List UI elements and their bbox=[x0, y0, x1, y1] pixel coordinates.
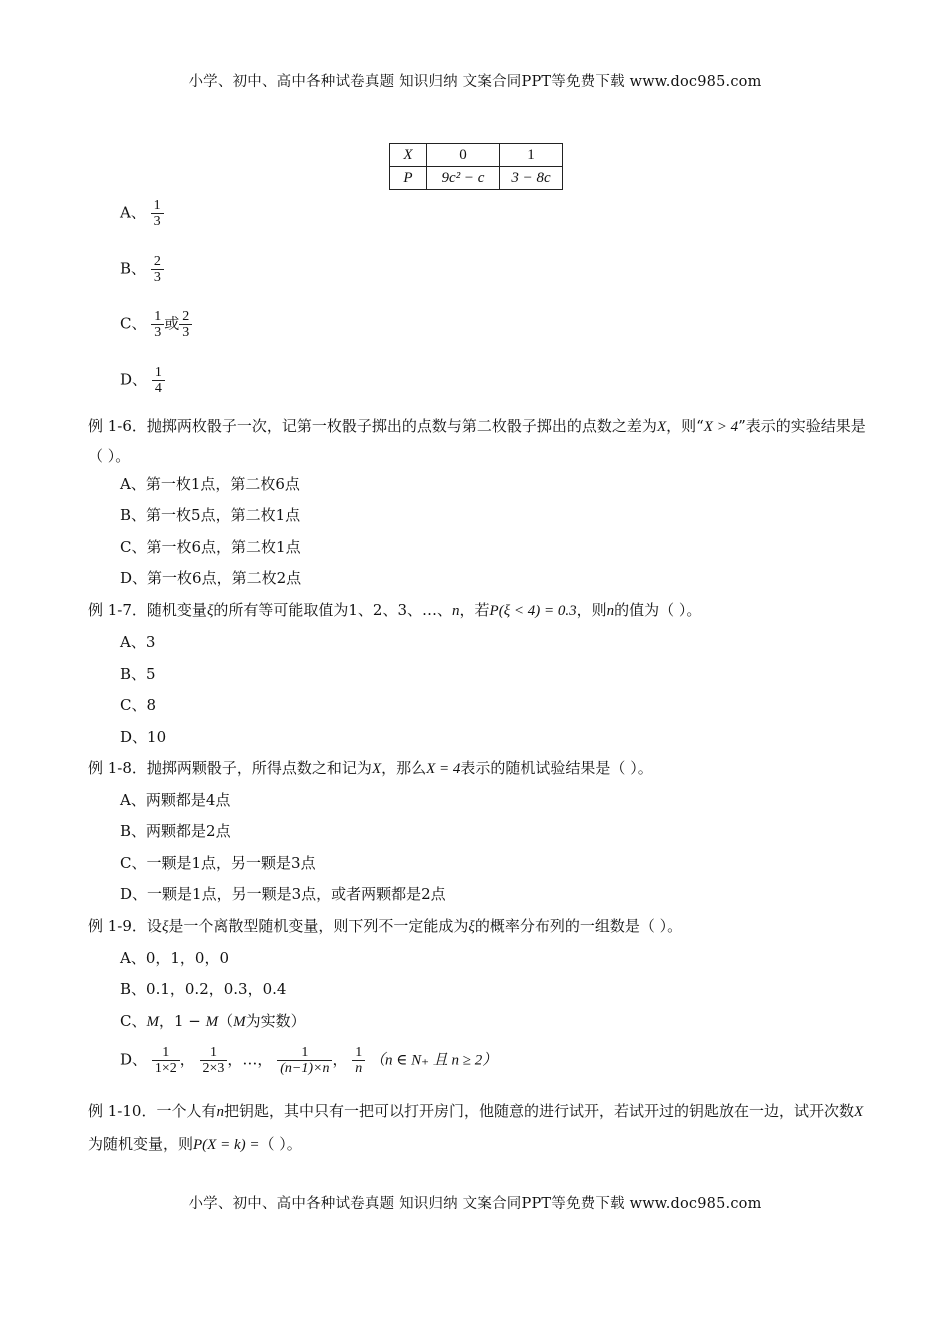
option-text: ，1 − bbox=[158, 1012, 206, 1030]
option-text: 为实数） bbox=[245, 1012, 306, 1030]
variable-xi: ξ bbox=[161, 919, 169, 935]
question-stem: 的值为（ ）。 bbox=[614, 601, 702, 619]
question-stem: 例 1-8．抛掷两颗骰子，所得点数之和记为 bbox=[88, 759, 372, 777]
variable-x: X bbox=[656, 419, 667, 435]
option-text: （ bbox=[218, 1012, 234, 1030]
separator: ， bbox=[179, 1050, 195, 1069]
option-d: D、10 bbox=[120, 728, 167, 746]
variable-n: n bbox=[452, 603, 460, 619]
option-d bbox=[120, 365, 165, 396]
separator: ， bbox=[332, 1050, 348, 1069]
question-stem: 表示的随机试验结果是（ ）。 bbox=[460, 759, 653, 777]
option-b: B、5 bbox=[120, 665, 156, 683]
numerator: 1 bbox=[154, 309, 162, 324]
variable-xi: ξ bbox=[206, 603, 214, 619]
table-cell: 9c² − c bbox=[427, 167, 500, 190]
question-stem: 例 1-7．随机变量 bbox=[88, 601, 207, 619]
question-stem: ”表示的实验结果是（ ）。 bbox=[88, 417, 866, 465]
variable-xi: ξ bbox=[468, 919, 475, 935]
option-d: D、第一枚6点，第二枚2点 bbox=[120, 569, 302, 587]
condition: P(ξ < 4) = 0.3 bbox=[489, 603, 577, 619]
fraction bbox=[352, 1045, 365, 1076]
question-1-10 bbox=[88, 1095, 878, 1161]
variable-x: X bbox=[853, 1104, 864, 1120]
option-b bbox=[120, 254, 164, 285]
numerator: 2 bbox=[182, 309, 190, 324]
table-cell: 3 − 8c bbox=[500, 167, 563, 190]
fraction bbox=[151, 198, 164, 229]
option-d: D、一颗是1点，另一颗是3点，或者两颗都是2点 bbox=[120, 885, 446, 903]
table-cell: 0 bbox=[427, 144, 500, 167]
numerator: 2 bbox=[153, 254, 161, 269]
numerator: 1 bbox=[153, 198, 161, 213]
question-stem: ，则“ bbox=[666, 417, 704, 435]
option-c: C、8 bbox=[120, 696, 157, 714]
option-c: C、一颗是1点，另一颗是3点 bbox=[120, 854, 316, 872]
question-1-8 bbox=[88, 757, 878, 780]
page-header: 小学、初中、高中各种试卷真题 知识归纳 文案合同PPT等免费下载 www.doc985.com bbox=[188, 74, 762, 90]
denominator: 3 bbox=[151, 213, 164, 229]
condition: （n ∈ N₊ 且 n ≥ 2） bbox=[370, 1052, 498, 1069]
question-stem: 例 1-9．设 bbox=[88, 917, 162, 935]
fraction bbox=[179, 309, 192, 340]
option-label: D、 bbox=[120, 1050, 148, 1069]
question-stem: （ ）。 bbox=[259, 1135, 302, 1153]
numerator: 1 bbox=[154, 365, 162, 380]
fraction bbox=[151, 254, 164, 285]
option-c bbox=[120, 1010, 306, 1033]
variable-m: M bbox=[205, 1014, 219, 1030]
option-a: A、两颗都是4点 bbox=[120, 791, 231, 809]
question-stem: 把钥匙，其中只有一把可以打开房门，他随意的进行试开，若试开过的钥匙放在一边，试开次数 bbox=[223, 1102, 854, 1120]
option-c bbox=[120, 309, 192, 340]
variable-n: n bbox=[606, 603, 615, 619]
option-a bbox=[120, 198, 164, 229]
numerator: 1 bbox=[355, 1045, 363, 1060]
option-d bbox=[120, 1045, 497, 1076]
table-row bbox=[390, 144, 563, 167]
variable-x: X bbox=[371, 761, 382, 777]
option-a: A、第一枚1点，第二枚6点 bbox=[120, 475, 300, 493]
denominator: 2×3 bbox=[200, 1060, 228, 1076]
denominator: 1×2 bbox=[152, 1060, 180, 1076]
fraction bbox=[152, 365, 165, 396]
or-text: 或 bbox=[164, 314, 180, 333]
question-stem: 是一个离散型随机变量，则下列不一定能成为 bbox=[168, 917, 469, 935]
denominator: 3 bbox=[151, 324, 164, 340]
denominator: 3 bbox=[179, 324, 192, 340]
table-cell: P bbox=[390, 167, 427, 190]
condition: P(X = k) = bbox=[193, 1137, 260, 1153]
ellipsis: ，…， bbox=[227, 1050, 273, 1069]
table-row bbox=[390, 167, 563, 190]
question-stem: ，若 bbox=[459, 601, 490, 619]
question-stem: 的概率分布列的一组数是（ ）。 bbox=[474, 917, 683, 935]
option-c: C、第一枚6点，第二枚1点 bbox=[120, 538, 301, 556]
distribution-table bbox=[389, 143, 563, 190]
denominator: 3 bbox=[151, 269, 164, 285]
denominator: n bbox=[352, 1060, 365, 1076]
denominator: (n−1)×n bbox=[277, 1060, 332, 1076]
option-label: D、 bbox=[120, 370, 148, 389]
page-footer: 小学、初中、高中各种试卷真题 知识归纳 文案合同PPT等免费下载 www.doc985.com bbox=[188, 1196, 762, 1212]
numerator: 1 bbox=[301, 1045, 309, 1060]
fraction bbox=[152, 1045, 180, 1076]
question-stem: 例 1-6．抛掷两枚骰子一次，记第一枚骰子掷出的点数与第二枚骰子掷出的点数之差为 bbox=[88, 417, 657, 435]
fraction bbox=[151, 309, 164, 340]
denominator: 4 bbox=[152, 380, 165, 396]
table-cell: X bbox=[390, 144, 427, 167]
variable-n: n bbox=[216, 1104, 224, 1120]
variable-m: M bbox=[146, 1014, 159, 1030]
table-cell: 1 bbox=[500, 144, 563, 167]
option-b: B、两颗都是2点 bbox=[120, 822, 231, 840]
condition: X = 4 bbox=[426, 761, 461, 777]
question-stem: 的所有等可能取值为1、2、3、…、 bbox=[213, 601, 453, 619]
option-label: A、 bbox=[120, 203, 146, 222]
question-stem: ，则 bbox=[576, 601, 607, 619]
question-stem: 例 1-10．一个人有 bbox=[88, 1102, 217, 1120]
question-stem: ，那么 bbox=[381, 759, 427, 777]
fraction bbox=[200, 1045, 228, 1076]
variable-m: M bbox=[233, 1014, 246, 1030]
numerator: 1 bbox=[209, 1045, 217, 1060]
option-a: A、3 bbox=[120, 633, 156, 651]
option-b: B、0.1，0.2，0.3，0.4 bbox=[120, 980, 287, 998]
condition: X > 4 bbox=[703, 419, 739, 435]
question-1-9 bbox=[88, 915, 878, 938]
option-label: B、 bbox=[120, 259, 147, 278]
option-label: C、 bbox=[120, 314, 147, 333]
numerator: 1 bbox=[162, 1045, 170, 1060]
question-1-7 bbox=[88, 599, 878, 622]
question-stem: 为随机变量，则 bbox=[88, 1135, 194, 1153]
option-label: C、 bbox=[120, 1012, 147, 1030]
question-1-6 bbox=[88, 412, 878, 471]
option-a: A、0，1，0，0 bbox=[120, 949, 230, 967]
option-b: B、第一枚5点，第二枚1点 bbox=[120, 506, 301, 524]
fraction bbox=[277, 1045, 332, 1076]
